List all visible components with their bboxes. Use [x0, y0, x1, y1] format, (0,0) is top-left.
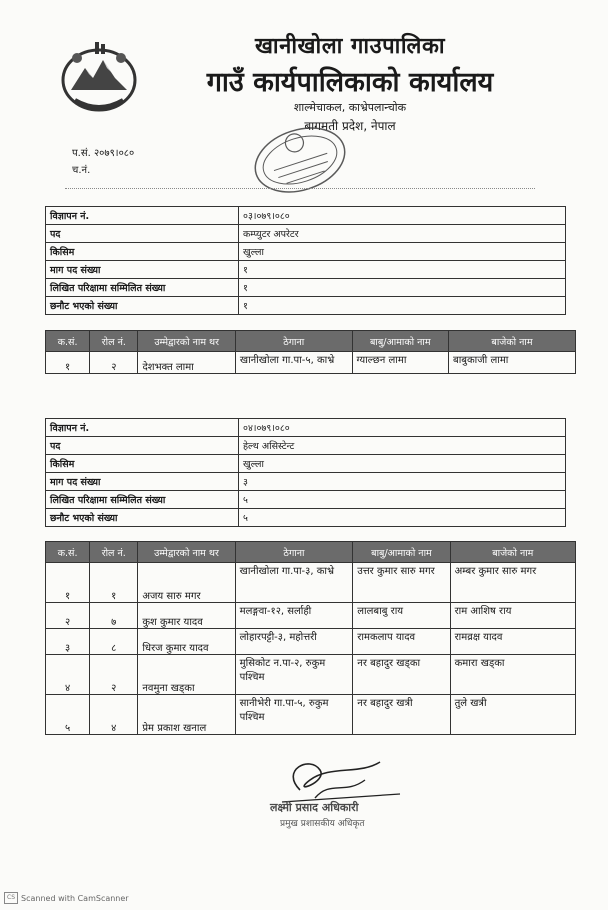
info-label: लिखित परिक्षामा सम्मिलित संख्या — [46, 279, 239, 297]
info-value: हेल्थ असिस्टेन्ट — [239, 437, 566, 455]
address-line2: बागमती प्रदेश, नेपाल — [304, 119, 396, 133]
info-value: ५ — [239, 509, 566, 527]
reference-number: प.सं. २०७९।०८० — [72, 148, 135, 159]
cell-grandparent: अम्बर कुमार सारु मगर — [450, 563, 575, 603]
info-value: खुल्ला — [239, 243, 566, 261]
cell-parent: नर बहादुर खड्का — [353, 655, 450, 695]
column-header: क.सं. — [46, 542, 90, 563]
info-row — [46, 455, 566, 473]
info-value: खुल्ला — [239, 455, 566, 473]
info-label: पद — [46, 437, 239, 455]
cell-address: सानीभेरी गा.पा-५, रुकुम पश्चिम — [235, 695, 353, 735]
table-row — [46, 655, 576, 695]
info-row — [46, 437, 566, 455]
info-value: कम्प्युटर अपरेटर — [239, 225, 566, 243]
cell-grandparent: कमारा खड्का — [450, 655, 575, 695]
cell-address: मुसिकोट न.पा-२, रुकुम पश्चिम — [235, 655, 353, 695]
dispatch-number: च.नं. — [72, 165, 91, 176]
scanner-footer — [0, 892, 129, 904]
cell-grandparent: रामव्रक्ष यादव — [450, 629, 575, 655]
info-value: ५ — [239, 491, 566, 509]
scanner-text: Scanned with CamScanner — [21, 893, 129, 903]
info-row — [46, 261, 566, 279]
info-label: माग पद संख्या — [46, 473, 239, 491]
cell-roll: ७ — [90, 603, 138, 629]
cell-grandparent: तुले खत्री — [450, 695, 575, 735]
signatory-designation: प्रमुख प्रशासकीय अधिकृत — [280, 819, 365, 829]
cell-grandparent: राम आशिष राय — [450, 603, 575, 629]
cell-address: खानीखोला गा.पा-५, काभ्रे — [235, 352, 352, 374]
info-row — [46, 419, 566, 437]
info-row — [46, 491, 566, 509]
cell-address: मलङ्गवा-१२, सर्लाही — [235, 603, 353, 629]
table-row — [46, 629, 576, 655]
camscanner-logo-icon: CS — [4, 892, 18, 904]
address-line1: शाल्मेचाकल, काभ्रेपलान्चोक — [293, 101, 407, 114]
column-header: उम्मेद्वारको नाम थर — [138, 331, 235, 352]
cell-parent: लालबाबु राय — [353, 603, 450, 629]
column-header: बाबु/आमाको नाम — [352, 331, 448, 352]
info-row — [46, 473, 566, 491]
table-row — [46, 563, 576, 603]
column-header: बाजेको नाम — [448, 331, 575, 352]
column-header: उम्मेद्वारको नाम थर — [138, 542, 235, 563]
info-label: पद — [46, 225, 239, 243]
cell-sn: ५ — [46, 695, 90, 735]
info-row — [46, 243, 566, 261]
office-name: खानीखोला गाउपालिका — [254, 34, 446, 59]
info-value: १ — [239, 297, 566, 315]
cell-parent: उत्तर कुमार सारु मगर — [353, 563, 450, 603]
cell-parent: ग्याल्छन लामा — [352, 352, 448, 374]
cell-roll: १ — [90, 563, 138, 603]
cell-parent: नर बहादुर खत्री — [353, 695, 450, 735]
info-row — [46, 207, 566, 225]
cell-sn: ४ — [46, 655, 90, 695]
column-header: ठेगाना — [235, 542, 353, 563]
cell-roll: २ — [90, 352, 138, 374]
column-header: बाजेको नाम — [450, 542, 575, 563]
signatory-name: लक्ष्मी प्रसाद अधिकारी — [270, 801, 359, 814]
cell-name: अजय सारु मगर — [138, 563, 235, 603]
info-label: विज्ञापन नं. — [46, 207, 239, 225]
header-divider — [65, 188, 535, 189]
column-header: क.सं. — [46, 331, 90, 352]
cell-sn: १ — [46, 563, 90, 603]
cell-name: धिरज कुमार यादव — [138, 629, 235, 655]
cell-sn: २ — [46, 603, 90, 629]
info-label: किसिम — [46, 455, 239, 473]
cell-sn: ३ — [46, 629, 90, 655]
cell-roll: २ — [90, 655, 138, 695]
office-title: गाउँ कार्यपालिकाको कार्यालय — [206, 67, 494, 98]
info-value: ३ — [239, 473, 566, 491]
cell-sn: १ — [46, 352, 90, 374]
table-row — [46, 352, 576, 374]
info-value: ०३।०७९।०८० — [239, 207, 566, 225]
cell-name: कुश कुमार यादव — [138, 603, 235, 629]
cell-address: लोहारपट्टी-३, महोत्तरी — [235, 629, 353, 655]
info-value: ०४।०७९।०८० — [239, 419, 566, 437]
table-row — [46, 603, 576, 629]
candidate-table-2 — [45, 541, 576, 735]
info-value: १ — [239, 261, 566, 279]
info-value: १ — [239, 279, 566, 297]
info-label: लिखित परिक्षामा सम्मिलित संख्या — [46, 491, 239, 509]
info-label: छनौट भएको संख्या — [46, 509, 239, 527]
info-row — [46, 279, 566, 297]
column-header: रोल नं. — [90, 542, 138, 563]
column-header: ठेगाना — [235, 331, 352, 352]
info-label: माग पद संख्या — [46, 261, 239, 279]
info-row — [46, 509, 566, 527]
candidate-table-1 — [45, 330, 576, 374]
info-row — [46, 225, 566, 243]
info-label: विज्ञापन नं. — [46, 419, 239, 437]
column-header: बाबु/आमाको नाम — [353, 542, 450, 563]
info-label: छनौट भएको संख्या — [46, 297, 239, 315]
cell-name: नवमुना खड्का — [138, 655, 235, 695]
cell-name: देशभक्त लामा — [138, 352, 235, 374]
cell-parent: रामकलाप यादव — [353, 629, 450, 655]
vacancy-info-table-1 — [45, 206, 566, 315]
column-header: रोल नं. — [90, 331, 138, 352]
table-row — [46, 695, 576, 735]
nepal-emblem-icon — [55, 38, 143, 116]
vacancy-info-table-2 — [45, 418, 566, 527]
info-row — [46, 297, 566, 315]
cell-roll: ४ — [90, 695, 138, 735]
info-label: किसिम — [46, 243, 239, 261]
cell-grandparent: बाबुकाजी लामा — [448, 352, 575, 374]
cell-name: प्रेम प्रकाश खनाल — [138, 695, 235, 735]
cell-address: खानीखोला गा.पा-३, काभ्रे — [235, 563, 353, 603]
cell-roll: ८ — [90, 629, 138, 655]
